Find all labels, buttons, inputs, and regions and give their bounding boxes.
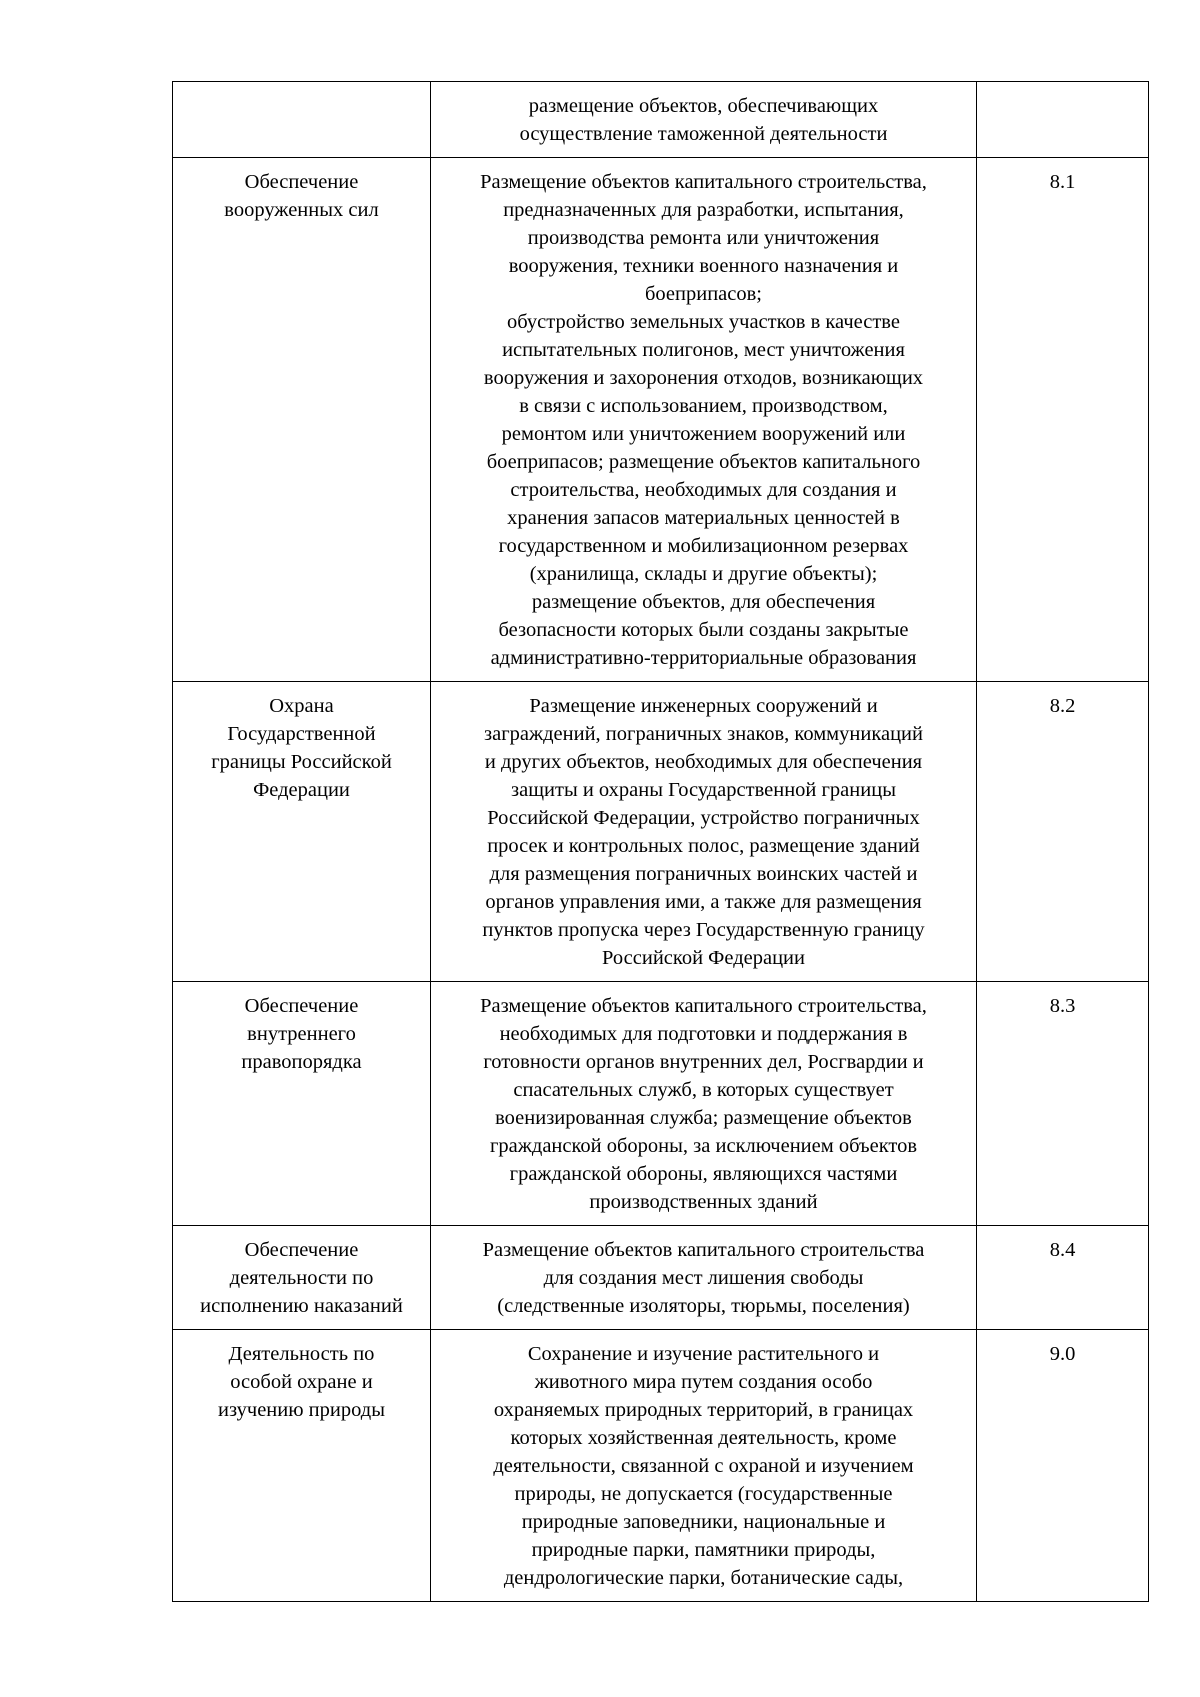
description-line: для создания мест лишения свободы <box>543 1267 864 1289</box>
description-line: природные заповедники, национальные и <box>521 1511 886 1533</box>
land-use-table <box>172 81 1149 1602</box>
name-line: границы Российской <box>211 751 392 773</box>
use-name-cell <box>173 682 431 982</box>
description-line: Российской Федерации, устройство пограничных <box>487 807 920 829</box>
use-name-cell <box>173 158 431 682</box>
description-line: органов управления ими, а также для размещения <box>485 891 922 913</box>
description-line: Размещение объектов капитального строительства, <box>480 171 927 193</box>
description-line: Российской Федерации <box>602 947 805 969</box>
description-line: для размещения пограничных воинских частей и <box>489 863 918 885</box>
description-line: просек и контрольных полос, размещение зданий <box>487 835 920 857</box>
description-line: Размещение объектов капитального строительства, <box>480 995 927 1017</box>
description-line: боеприпасов; размещение объектов капитального <box>486 451 921 473</box>
use-name-cell <box>173 82 431 158</box>
use-code-cell <box>977 1330 1149 1602</box>
description-line: государственном и мобилизационном резервах <box>498 535 909 557</box>
table-row <box>173 82 1149 158</box>
description-line: производственных зданий <box>589 1191 818 1213</box>
use-description-cell <box>431 82 977 158</box>
description-line: размещение объектов, обеспечивающих <box>528 95 879 117</box>
name-line: особой охране и <box>230 1371 373 1393</box>
description-line: хранения запасов материальных ценностей в <box>507 507 900 529</box>
name-line: вооруженных сил <box>224 199 379 221</box>
table-row <box>173 1226 1149 1330</box>
description-line: безопасности которых были созданы закрытые <box>498 619 909 641</box>
description-line: готовности органов внутренних дел, Росгвардии и <box>483 1051 924 1073</box>
use-description-cell <box>431 982 977 1226</box>
name-line: Обеспечение <box>244 995 359 1017</box>
description-line: вооружения, техники военного назначения и <box>508 255 899 277</box>
description-line: административно-территориальные образования <box>490 647 917 669</box>
description-line: ремонтом или уничтожением вооружений или <box>501 423 906 445</box>
use-code: 8.3 <box>1049 995 1076 1017</box>
description-line: природы, не допускается (государственные <box>514 1483 893 1505</box>
name-line: деятельности по <box>229 1267 374 1289</box>
name-line: Федерации <box>253 779 350 801</box>
description-line: размещение объектов, для обеспечения <box>531 591 876 613</box>
description-line: военизированная служба; размещение объектов <box>495 1107 912 1129</box>
description-line: заграждений, пограничных знаков, коммуникаций <box>484 723 923 745</box>
description-line: которых хозяйственная деятельность, кроме <box>510 1427 897 1449</box>
description-line: Размещение объектов капитального строительства <box>482 1239 925 1261</box>
description-line: деятельности, связанной с охраной и изучением <box>493 1455 914 1477</box>
description-line: дендрологические парки, ботанические сады, <box>503 1567 904 1589</box>
use-code-cell <box>977 982 1149 1226</box>
use-code: 8.4 <box>1049 1239 1076 1261</box>
use-description-cell <box>431 1330 977 1602</box>
table-body <box>173 82 1149 1602</box>
use-code-cell <box>977 682 1149 982</box>
use-name-cell <box>173 982 431 1226</box>
name-line: Обеспечение <box>244 1239 359 1261</box>
description-line: обустройство земельных участков в качестве <box>507 311 900 333</box>
use-description-cell <box>431 158 977 682</box>
name-line: Государственной <box>227 723 376 745</box>
name-line: исполнению наказаний <box>200 1295 403 1317</box>
description-line: охраняемых природных территорий, в границах <box>493 1399 914 1421</box>
description-line: защиты и охраны Государственной границы <box>511 779 896 801</box>
table-row <box>173 982 1149 1226</box>
description-line: боеприпасов; <box>644 283 762 305</box>
description-line: Размещение инженерных сооружений и <box>529 695 878 717</box>
description-line: осуществление таможенной деятельности <box>519 123 888 145</box>
name-line: правопорядка <box>241 1051 362 1073</box>
use-code-cell <box>977 82 1149 158</box>
name-line: изучению природы <box>218 1399 385 1421</box>
use-code: 8.2 <box>1049 695 1076 717</box>
description-line: Сохранение и изучение растительного и <box>527 1343 880 1365</box>
table-row <box>173 158 1149 682</box>
use-code-cell <box>977 158 1149 682</box>
table-row <box>173 1330 1149 1602</box>
description-line: и других объектов, необходимых для обеспечения <box>484 751 923 773</box>
description-line: испытательных полигонов, мест уничтожения <box>502 339 905 361</box>
use-description-cell <box>431 1226 977 1330</box>
description-line: предназначенных для разработки, испытания, <box>503 199 904 221</box>
description-line: гражданской обороны, являющихся частями <box>509 1163 898 1185</box>
name-line: Обеспечение <box>244 171 359 193</box>
name-line: Охрана <box>269 695 334 717</box>
description-line: строительства, необходимых для создания и <box>510 479 897 501</box>
description-line: (хранилища, склады и другие объекты); <box>529 563 878 585</box>
description-line: вооружения и захоронения отходов, возникающих <box>483 367 924 389</box>
use-description-cell <box>431 682 977 982</box>
use-name-cell <box>173 1226 431 1330</box>
use-code-cell <box>977 1226 1149 1330</box>
description-line: природные парки, памятники природы, <box>531 1539 876 1561</box>
use-name-cell <box>173 1330 431 1602</box>
use-code: 8.1 <box>1049 171 1076 193</box>
description-line: производства ремонта или уничтожения <box>527 227 880 249</box>
name-line: внутреннего <box>247 1023 356 1045</box>
use-code: 9.0 <box>1049 1343 1076 1365</box>
description-line: необходимых для подготовки и поддержания в <box>499 1023 908 1045</box>
description-line: в связи с использованием, производством, <box>519 395 888 417</box>
description-line: (следственные изоляторы, тюрьмы, поселения) <box>497 1295 910 1317</box>
description-line: спасательных служб, в которых существует <box>513 1079 894 1101</box>
description-line: животного мира путем создания особо <box>534 1371 873 1393</box>
name-line: Деятельность по <box>228 1343 375 1365</box>
description-line: гражданской обороны, за исключением объектов <box>489 1135 918 1157</box>
table-row <box>173 682 1149 982</box>
description-line: пунктов пропуска через Государственную границу <box>482 919 925 941</box>
